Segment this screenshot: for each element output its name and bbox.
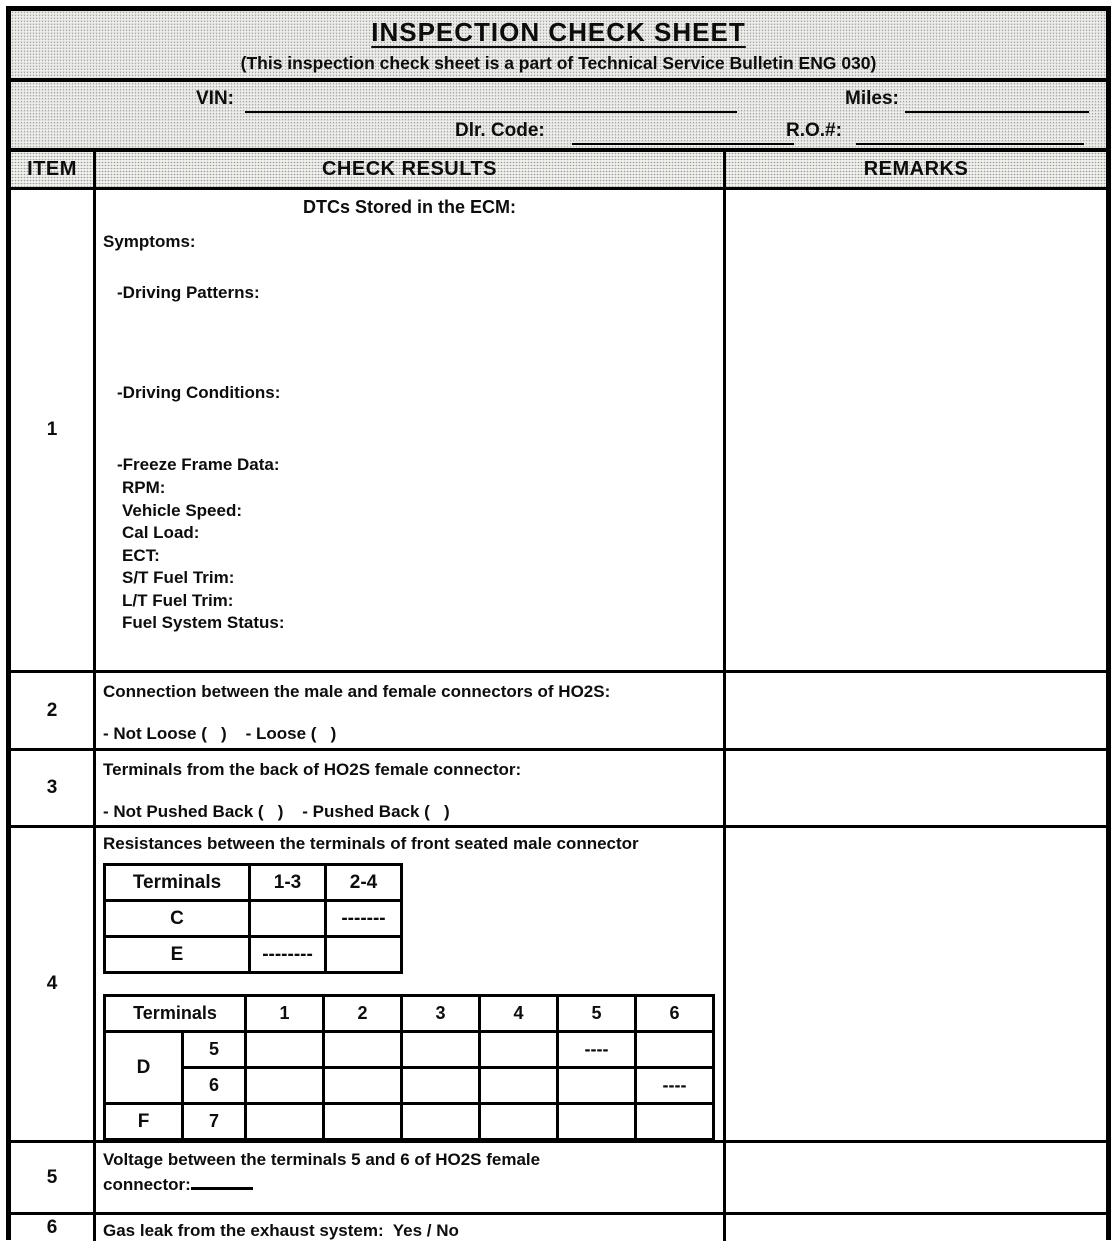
value-cell xyxy=(324,1104,402,1140)
value-cell xyxy=(636,1032,714,1068)
table-row xyxy=(11,670,1106,748)
table-row xyxy=(105,1104,714,1140)
value-cell: -------- xyxy=(250,937,326,973)
value-cell xyxy=(480,1068,558,1104)
vin-label: VIN: xyxy=(196,88,234,109)
table-header-row xyxy=(105,996,714,1032)
dealer-code-label: Dlr. Code: xyxy=(455,120,545,141)
table-row xyxy=(11,748,1106,825)
value-cell xyxy=(402,1032,480,1068)
terminal-row-label: 6 xyxy=(183,1068,246,1104)
value-cell xyxy=(324,1068,402,1104)
remarks-cell xyxy=(726,1143,1106,1212)
col-header-2-4: 2-4 xyxy=(326,865,402,901)
table-row xyxy=(105,901,402,937)
value-cell xyxy=(246,1032,324,1068)
remarks-cell xyxy=(726,673,1106,748)
driving-patterns-label: -Driving Patterns: xyxy=(117,283,260,302)
st-fuel-trim-label: S/T Fuel Trim: xyxy=(122,568,235,587)
terminal-row-label: C xyxy=(105,901,250,937)
value-cell xyxy=(558,1104,636,1140)
terminals-header: Terminals xyxy=(105,996,246,1032)
value-cell xyxy=(250,901,326,937)
resistance-table-2 xyxy=(103,994,715,1141)
col-header-1-3: 1-3 xyxy=(250,865,326,901)
freeze-frame-field-list xyxy=(122,477,723,635)
item-number: 2 xyxy=(11,673,96,748)
value-cell xyxy=(246,1104,324,1140)
col-header-1: 1 xyxy=(246,996,324,1032)
value-cell xyxy=(246,1068,324,1104)
vehicle-speed-label: Vehicle Speed: xyxy=(122,500,242,520)
terminal-group-label: D xyxy=(105,1032,183,1104)
remarks-cell xyxy=(726,190,1106,670)
rpm-label: RPM: xyxy=(122,478,166,497)
terminals-header: Terminals xyxy=(105,865,250,901)
table-row xyxy=(105,1068,714,1104)
remarks-cell xyxy=(726,828,1106,1140)
column-header-check-results: CHECK RESULTS xyxy=(96,152,726,187)
fuel-system-status-label: Fuel System Status: xyxy=(122,613,285,632)
miles-blank-line xyxy=(905,111,1089,113)
check-description: Connection between the male and female connectors of HO2S: xyxy=(103,682,611,701)
connector-label: connector: xyxy=(103,1175,191,1194)
sheet-subtitle: (This inspection check sheet is a part of Technical Service Bulletin ENG 030) xyxy=(240,53,877,73)
ect-label: ECT: xyxy=(122,545,160,565)
symptoms-label: Symptoms: xyxy=(103,232,196,251)
item-number: 3 xyxy=(11,751,96,825)
resistance-table-1 xyxy=(103,863,403,974)
column-header-item: ITEM xyxy=(11,152,96,187)
remarks-cell xyxy=(726,1215,1106,1241)
item-number: 1 xyxy=(11,190,96,670)
table-row xyxy=(11,190,1106,670)
item-number: 6 xyxy=(11,1215,96,1241)
value-cell xyxy=(480,1104,558,1140)
check-results-cell xyxy=(96,751,726,825)
value-cell xyxy=(402,1068,480,1104)
driving-conditions-label: -Driving Conditions: xyxy=(117,383,281,402)
value-cell xyxy=(402,1104,480,1140)
check-sheet-body xyxy=(11,190,1106,1241)
repair-order-label: R.O.#: xyxy=(786,120,842,141)
value-cell: ---- xyxy=(636,1068,714,1104)
col-header-6: 6 xyxy=(636,996,714,1032)
value-cell xyxy=(480,1032,558,1068)
value-cell xyxy=(636,1104,714,1140)
check-results-cell xyxy=(96,1143,726,1212)
table-column-header-row xyxy=(11,152,1106,190)
title-block xyxy=(11,11,1106,82)
check-options: - Not Pushed Back ( ) - Pushed Back ( ) xyxy=(103,802,450,821)
col-header-5: 5 xyxy=(558,996,636,1032)
table-header-row xyxy=(105,865,402,901)
inspection-check-sheet xyxy=(6,6,1111,1240)
remarks-cell xyxy=(726,751,1106,825)
table-row xyxy=(11,1140,1106,1212)
column-header-remarks: REMARKS xyxy=(863,158,969,180)
value-cell xyxy=(558,1068,636,1104)
table-row xyxy=(105,937,402,973)
check-description: Gas leak from the exhaust system: Yes / No xyxy=(103,1221,459,1240)
terminal-row-label: E xyxy=(105,937,250,973)
terminal-row-label: 7 xyxy=(183,1104,246,1140)
vehicle-info-fields xyxy=(11,82,1106,152)
voltage-blank-line xyxy=(191,1176,253,1190)
item-number: 5 xyxy=(11,1143,96,1212)
check-description-continued xyxy=(103,1174,723,1195)
check-description: Voltage between the terminals 5 and 6 of HO2S female xyxy=(103,1150,541,1169)
check-results-cell xyxy=(96,190,726,670)
check-results-cell xyxy=(96,828,726,1140)
terminal-row-label: 5 xyxy=(183,1032,246,1068)
cal-load-label: Cal Load: xyxy=(122,523,200,542)
check-description: Resistances between the terminals of front seated male connector xyxy=(103,834,639,853)
freeze-frame-data-label: -Freeze Frame Data: xyxy=(117,455,280,474)
dealer-code-blank-line xyxy=(572,143,794,145)
vin-blank-line xyxy=(245,111,737,113)
dtc-heading: DTCs Stored in the ECM: xyxy=(302,197,516,217)
value-cell xyxy=(324,1032,402,1068)
value-cell: ---- xyxy=(558,1032,636,1068)
col-header-2: 2 xyxy=(324,996,402,1032)
table-row xyxy=(105,1032,714,1068)
check-results-cell xyxy=(96,673,726,748)
check-options: - Not Loose ( ) - Loose ( ) xyxy=(103,724,337,743)
terminal-group-label: F xyxy=(105,1104,183,1140)
sheet-title: INSPECTION CHECK SHEET xyxy=(371,17,746,47)
value-cell: ------- xyxy=(326,901,402,937)
miles-label: Miles: xyxy=(845,88,899,109)
table-row xyxy=(11,1212,1106,1241)
check-results-cell xyxy=(96,1215,726,1241)
col-header-3: 3 xyxy=(402,996,480,1032)
item-number: 4 xyxy=(11,828,96,1140)
value-cell xyxy=(326,937,402,973)
table-row xyxy=(11,825,1106,1140)
lt-fuel-trim-label: L/T Fuel Trim: xyxy=(122,590,234,610)
repair-order-blank-line xyxy=(856,143,1084,145)
check-description: Terminals from the back of HO2S female connector: xyxy=(103,760,522,779)
col-header-4: 4 xyxy=(480,996,558,1032)
